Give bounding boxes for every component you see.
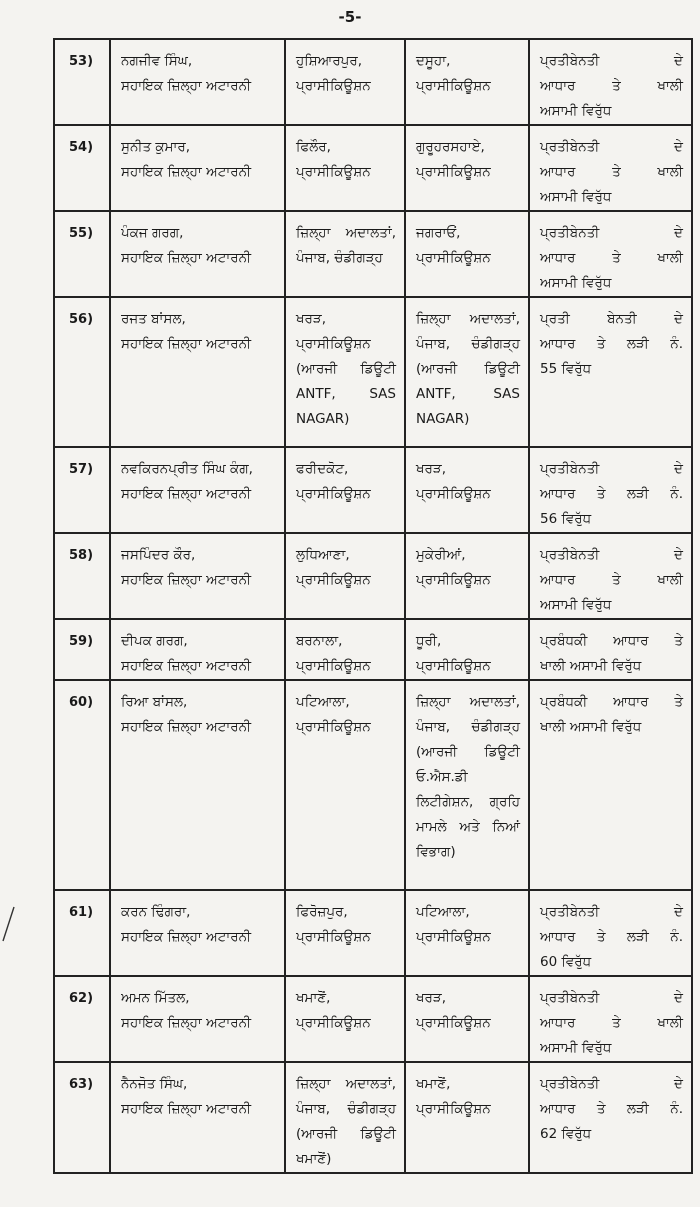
new-posting-line: ANTF, SAS [416, 386, 520, 402]
current-posting [285, 125, 405, 211]
current-posting [285, 680, 405, 890]
new-posting-line: ਪ੍ਰਾਸੀਕਿਊਸ਼ਨ [416, 1101, 491, 1117]
new-posting [405, 297, 529, 447]
officer-name-line: ਨਗਜੀਵ ਸਿੰਘ, [121, 53, 193, 69]
remarks [529, 976, 692, 1062]
new-posting [405, 890, 529, 976]
current-posting [285, 619, 405, 680]
remarks-line: ਪ੍ਰਤੀਬੇਨਤੀ ਦੇ [540, 990, 683, 1006]
new-posting-line: ਪ੍ਰਾਸੀਕਿਊਸ਼ਨ [416, 486, 491, 502]
new-posting-line: ਪ੍ਰਾਸੀਕਿਊਸ਼ਨ [416, 164, 491, 180]
remarks-line: 55 ਵਿਰੁੱਧ [540, 361, 592, 377]
officer-name-line: ਸਹਾਇਕ ਜ਼ਿਲ੍ਹਾ ਅਟਾਰਨੀ [121, 719, 252, 735]
current-posting-line: ਫਿਲੌਰ, [296, 139, 331, 155]
new-posting-line: (ਆਰਜੀ ਡਿਊਟੀ [416, 744, 520, 760]
current-posting [285, 976, 405, 1062]
new-posting [405, 976, 529, 1062]
new-posting-line: ਧੂਰੀ, [416, 633, 442, 649]
serial-number: 54) [54, 125, 110, 211]
officer-name-line: ਨੈਨਜੋਤ ਸਿੰਘ, [121, 1076, 188, 1092]
remarks-line: ਆਧਾਰ ਤੇ ਖਾਲੀ [540, 1015, 683, 1031]
remarks [529, 39, 692, 125]
remarks-line: ਆਧਾਰ ਤੇ ਲੜੀ ਨੰ. [540, 336, 683, 352]
officer-name [110, 680, 285, 890]
officer-name-line: ਸਹਾਇਕ ਜ਼ਿਲ੍ਹਾ ਅਟਾਰਨੀ [121, 1015, 252, 1031]
current-posting-line: ਬਰਨਾਲਾ, [296, 633, 343, 649]
table-body [54, 39, 692, 1173]
remarks-line: ਪ੍ਰਤੀਬੇਨਤੀ ਦੇ [540, 139, 683, 155]
officer-name [110, 211, 285, 297]
remarks [529, 447, 692, 533]
current-posting-line: ਫਰੀਦਕੋਟ, [296, 461, 349, 477]
officer-name-line: ਸਹਾਇਕ ਜ਼ਿਲ੍ਹਾ ਅਟਾਰਨੀ [121, 572, 252, 588]
table-row [54, 533, 692, 619]
officer-name-line: ਜਸਪਿੰਦਰ ਕੌਰ, [121, 547, 196, 563]
officer-name-line: ਸਹਾਇਕ ਜ਼ਿਲ੍ਹਾ ਅਟਾਰਨੀ [121, 336, 252, 352]
officer-name-line: ਦੀਪਕ ਗਰਗ, [121, 633, 188, 649]
remarks-line: ਆਧਾਰ ਤੇ ਖਾਲੀ [540, 250, 683, 266]
serial-number: 53) [54, 39, 110, 125]
officer-name-line: ਸੁਨੀਤ ਕੁਮਾਰ, [121, 139, 191, 155]
remarks [529, 680, 692, 890]
new-posting-line: ਦਸੂਹਾ, [416, 53, 451, 69]
new-posting-line: ਜ਼ਿਲ੍ਹਾ ਅਦਾਲਤਾਂ, [416, 311, 520, 327]
new-posting-line: ਪ੍ਰਾਸੀਕਿਊਸ਼ਨ [416, 78, 491, 94]
current-posting-line: ਲੁਧਿਆਣਾ, [296, 547, 350, 563]
remarks-line: ਆਧਾਰ ਤੇ ਖਾਲੀ [540, 164, 683, 180]
remarks-line: ਪ੍ਰਬੰਧਕੀ ਆਧਾਰ ਤੇ [540, 633, 683, 649]
officer-name [110, 297, 285, 447]
remarks [529, 533, 692, 619]
current-posting-line: ਪ੍ਰਾਸੀਕਿਊਸ਼ਨ [296, 164, 371, 180]
current-posting-line: ਫਿਰੋਜ਼ਪੁਰ, [296, 904, 348, 920]
serial-number: 56) [54, 297, 110, 447]
officer-name-line: ਸਹਾਇਕ ਜ਼ਿਲ੍ਹਾ ਅਟਾਰਨੀ [121, 78, 252, 94]
officer-name-line: ਸਹਾਇਕ ਜ਼ਿਲ੍ਹਾ ਅਟਾਰਨੀ [121, 658, 252, 674]
officer-name-line: ਸਹਾਇਕ ਜ਼ਿਲ੍ਹਾ ਅਟਾਰਨੀ [121, 1101, 252, 1117]
current-posting-line: NAGAR) [296, 411, 350, 427]
remarks-line: ਆਧਾਰ ਤੇ ਖਾਲੀ [540, 572, 683, 588]
officer-name [110, 39, 285, 125]
current-posting-line: ਖਰੜ, [296, 311, 327, 327]
officer-name-line: ਸਹਾਇਕ ਜ਼ਿਲ੍ਹਾ ਅਟਾਰਨੀ [121, 250, 252, 266]
new-posting [405, 533, 529, 619]
current-posting [285, 890, 405, 976]
remarks-line: 56 ਵਿਰੁੱਧ [540, 511, 592, 527]
remarks-line: ਅਸਾਮੀ ਵਿਰੁੱਧ [540, 189, 612, 205]
table-row [54, 39, 692, 125]
officer-name-line: ਰਜਤ ਬਾਂਸਲ, [121, 311, 186, 327]
officer-name [110, 1062, 285, 1173]
serial-number: 57) [54, 447, 110, 533]
current-posting-line: ਪੰਜਾਬ, ਚੰਡੀਗੜ੍ਹ [296, 250, 383, 266]
officer-name-line: ਅਮਨ ਮਿੱਤਲ, [121, 990, 190, 1006]
officer-name [110, 125, 285, 211]
remarks-line: ਆਧਾਰ ਤੇ ਲੜੀ ਨੰ. [540, 929, 683, 945]
current-posting-line: ANTF, SAS [296, 386, 396, 402]
current-posting-line: ਪ੍ਰਾਸੀਕਿਊਸ਼ਨ [296, 658, 371, 674]
serial-number: 61) [54, 890, 110, 976]
current-posting-line: ਹੁਸ਼ਿਆਰਪੁਰ, [296, 53, 363, 69]
officer-name-line: ਪੰਕਜ ਗਰਗ, [121, 225, 184, 241]
current-posting-line: ਖਮਾਣੋਂ, [296, 990, 331, 1006]
new-posting-line: ਪ੍ਰਾਸੀਕਿਊਸ਼ਨ [416, 250, 491, 266]
new-posting-line: ਪ੍ਰਾਸੀਕਿਊਸ਼ਨ [416, 929, 491, 945]
new-posting-line: ਖਰੜ, [416, 990, 447, 1006]
new-posting-line: ਪਟਿਆਲਾ, [416, 904, 470, 920]
remarks-line: ਪ੍ਰਤੀ ਬੇਨਤੀ ਦੇ [540, 311, 683, 327]
new-posting-line: ਪ੍ਰਾਸੀਕਿਊਸ਼ਨ [416, 658, 491, 674]
current-posting-line: ਪ੍ਰਾਸੀਕਿਊਸ਼ਨ [296, 929, 371, 945]
new-posting-line: ਜ਼ਿਲ੍ਹਾ ਅਦਾਲਤਾਂ, [416, 694, 520, 710]
new-posting-line: ਗੁਰੂਹਰਸਹਾਏ, [416, 139, 485, 155]
current-posting-line: ਪ੍ਰਾਸੀਕਿਊਸ਼ਨ [296, 486, 371, 502]
current-posting [285, 211, 405, 297]
remarks-line: ਅਸਾਮੀ ਵਿਰੁੱਧ [540, 103, 612, 119]
officer-name-line: ਕਰਨ ਢਿੰਗਰਾ, [121, 904, 191, 920]
table-row [54, 680, 692, 890]
serial-number: 55) [54, 211, 110, 297]
table-row [54, 447, 692, 533]
table-row [54, 1062, 692, 1173]
remarks-line: ਖਾਲੀ ਅਸਾਮੀ ਵਿਰੁੱਧ [540, 719, 642, 735]
new-posting-line: (ਆਰਜੀ ਡਿਊਟੀ [416, 361, 520, 377]
new-posting [405, 1062, 529, 1173]
remarks-line: ਖਾਲੀ ਅਸਾਮੀ ਵਿਰੁੱਧ [540, 658, 642, 674]
new-posting-line: ਜਗਰਾਓਂ, [416, 225, 461, 241]
current-posting-line: ਪ੍ਰਾਸੀਕਿਊਸ਼ਨ [296, 1015, 371, 1031]
current-posting-line: ਪ੍ਰਾਸੀਕਿਊਸ਼ਨ [296, 572, 371, 588]
remarks-line: ਪ੍ਰਬੰਧਕੀ ਆਧਾਰ ਤੇ [540, 694, 683, 710]
current-posting-line: ਪਟਿਆਲਾ, [296, 694, 350, 710]
officer-name [110, 447, 285, 533]
page-number: -5- [338, 8, 362, 26]
current-posting [285, 533, 405, 619]
current-posting-line: ਪੰਜਾਬ, ਚੰਡੀਗੜ੍ਹ [296, 1101, 396, 1117]
table-row [54, 297, 692, 447]
new-posting-line: ਓ.ਐਸ.ਡੀ [416, 769, 468, 785]
new-posting-line: ਪ੍ਰਾਸੀਕਿਊਸ਼ਨ [416, 1015, 491, 1031]
officer-name-line: ਸਹਾਇਕ ਜ਼ਿਲ੍ਹਾ ਅਟਾਰਨੀ [121, 164, 252, 180]
remarks-line: ਅਸਾਮੀ ਵਿਰੁੱਧ [540, 275, 612, 291]
remarks-line: ਪ੍ਰਤੀਬੇਨਤੀ ਦੇ [540, 225, 683, 241]
serial-number: 58) [54, 533, 110, 619]
table-row [54, 211, 692, 297]
transfer-table [53, 38, 693, 1174]
remarks-line: ਅਸਾਮੀ ਵਿਰੁੱਧ [540, 597, 612, 613]
new-posting [405, 125, 529, 211]
remarks [529, 211, 692, 297]
current-posting-line: ਪ੍ਰਾਸੀਕਿਊਸ਼ਨ [296, 719, 371, 735]
new-posting [405, 447, 529, 533]
current-posting [285, 447, 405, 533]
new-posting-line: ਲਿਟੀਗੇਸ਼ਨ, ਗ੍ਰਹਿ [416, 794, 520, 810]
remarks-line: ਆਧਾਰ ਤੇ ਲੜੀ ਨੰ. [540, 486, 683, 502]
serial-number: 63) [54, 1062, 110, 1173]
current-posting-line: (ਆਰਜੀ ਡਿਊਟੀ [296, 361, 396, 377]
current-posting-line: ਖਮਾਣੋਂ) [296, 1151, 332, 1167]
current-posting-line: ਜ਼ਿਲ੍ਹਾ ਅਦਾਲਤਾਂ, [296, 225, 396, 241]
serial-number: 59) [54, 619, 110, 680]
new-posting-line: ਪ੍ਰਾਸੀਕਿਊਸ਼ਨ [416, 572, 491, 588]
pen-stroke-mark [0, 905, 20, 945]
remarks-line: ਪ੍ਰਤੀਬੇਨਤੀ ਦੇ [540, 1076, 683, 1092]
new-posting [405, 680, 529, 890]
officer-name [110, 533, 285, 619]
table-row [54, 619, 692, 680]
remarks [529, 619, 692, 680]
new-posting [405, 619, 529, 680]
current-posting-line: (ਆਰਜੀ ਡਿਊਟੀ [296, 1126, 396, 1142]
remarks-line: ਅਸਾਮੀ ਵਿਰੁੱਧ [540, 1040, 612, 1056]
remarks-line: ਪ੍ਰਤੀਬੇਨਤੀ ਦੇ [540, 53, 683, 69]
remarks-line: ਪ੍ਰਤੀਬੇਨਤੀ ਦੇ [540, 904, 683, 920]
officer-name-line: ਰਿਆ ਬਾਂਸਲ, [121, 694, 188, 710]
new-posting-line: ਵਿਭਾਗ) [416, 844, 456, 860]
new-posting-line: ਖਮਾਣੋਂ, [416, 1076, 451, 1092]
serial-number: 62) [54, 976, 110, 1062]
remarks [529, 1062, 692, 1173]
new-posting-line: ਮਾਮਲੇ ਅਤੇ ਨਿਆਂ [416, 819, 520, 835]
current-posting-line: ਜ਼ਿਲ੍ਹਾ ਅਦਾਲਤਾਂ, [296, 1076, 396, 1092]
remarks-line: ਆਧਾਰ ਤੇ ਲੜੀ ਨੰ. [540, 1101, 683, 1117]
new-posting-line: ਪੰਜਾਬ, ਚੰਡੀਗੜ੍ਹ [416, 336, 520, 352]
remarks [529, 297, 692, 447]
officer-name [110, 890, 285, 976]
new-posting [405, 211, 529, 297]
new-posting-line: ਮੁਕੇਰੀਆਂ, [416, 547, 466, 563]
officer-name-line: ਸਹਾਇਕ ਜ਼ਿਲ੍ਹਾ ਅਟਾਰਨੀ [121, 486, 252, 502]
table-row [54, 890, 692, 976]
officer-name-line: ਨਵਕਿਰਨਪ੍ਰੀਤ ਸਿੰਘ ਕੰਗ, [121, 461, 253, 477]
current-posting [285, 297, 405, 447]
remarks-line: ਪ੍ਰਤੀਬੇਨਤੀ ਦੇ [540, 547, 683, 563]
table-row [54, 125, 692, 211]
current-posting-line: ਪ੍ਰਾਸੀਕਿਊਸ਼ਨ [296, 78, 371, 94]
new-posting-line: ਪੰਜਾਬ, ਚੰਡੀਗੜ੍ਹ [416, 719, 520, 735]
current-posting [285, 1062, 405, 1173]
officer-name [110, 976, 285, 1062]
new-posting-line: NAGAR) [416, 411, 470, 427]
officer-name-line: ਸਹਾਇਕ ਜ਼ਿਲ੍ਹਾ ਅਟਾਰਨੀ [121, 929, 252, 945]
table-row [54, 976, 692, 1062]
remarks-line: ਆਧਾਰ ਤੇ ਖਾਲੀ [540, 78, 683, 94]
officer-name [110, 619, 285, 680]
remarks-line: ਪ੍ਰਤੀਬੇਨਤੀ ਦੇ [540, 461, 683, 477]
remarks [529, 125, 692, 211]
new-posting-line: ਖਰੜ, [416, 461, 447, 477]
remarks-line: 62 ਵਿਰੁੱਧ [540, 1126, 592, 1142]
current-posting-line: ਪ੍ਰਾਸੀਕਿਊਸ਼ਨ [296, 336, 371, 352]
new-posting [405, 39, 529, 125]
current-posting [285, 39, 405, 125]
remarks-line: 60 ਵਿਰੁੱਧ [540, 954, 592, 970]
serial-number: 60) [54, 680, 110, 890]
remarks [529, 890, 692, 976]
